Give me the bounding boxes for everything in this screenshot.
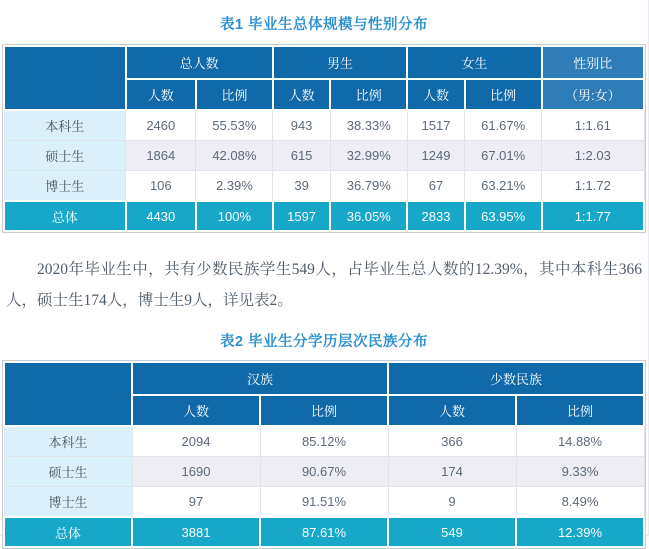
table-cell: 32.99% (330, 141, 407, 171)
table-cell: 42.08% (196, 141, 273, 171)
table1-subheader-ratio-total: 比例 (196, 79, 273, 110)
table-cell: 63.95% (465, 201, 542, 231)
table-cell: 8.49% (516, 487, 644, 518)
table-cell: 4430 (126, 201, 196, 231)
table-cell: 1:1.61 (542, 110, 644, 141)
table-row (4, 457, 644, 487)
table1-corner-cell (4, 46, 126, 110)
table1-row-label-undergrad: 本科生 (4, 110, 126, 141)
table1-total-row (4, 201, 644, 231)
table-cell: 55.53% (196, 110, 273, 141)
table2-row-label-master: 硕士生 (4, 457, 132, 487)
table2-group-minority: 少数民族 (388, 362, 644, 395)
table2-group-han: 汉族 (132, 362, 388, 395)
table-cell: 1517 (407, 110, 465, 141)
table2-corner-cell (4, 362, 132, 426)
table-cell: 1597 (273, 201, 331, 231)
table-cell: 39 (273, 171, 331, 202)
table-cell: 943 (273, 110, 331, 141)
table1-subheader-count-female: 人数 (407, 79, 465, 110)
table1-frame (2, 44, 646, 233)
table2-title: 表2 毕业生分学历层次民族分布 (219, 334, 429, 350)
table2-subheader-ratio-minority: 比例 (516, 395, 644, 426)
table-row (4, 171, 644, 202)
table-cell: 1:1.72 (542, 171, 644, 202)
table-cell: 366 (388, 426, 516, 457)
table-cell: 9 (388, 487, 516, 518)
table2-group-header-row (4, 362, 644, 395)
table-cell: 615 (273, 141, 331, 171)
table1-row-label-doctor: 博士生 (4, 171, 126, 202)
table-cell: 1690 (132, 457, 260, 487)
table2-total-label: 总体 (4, 517, 132, 547)
table2-total-row (4, 517, 644, 547)
table-cell: 1249 (407, 141, 465, 171)
table-cell: 1:1.77 (542, 201, 644, 231)
table-cell: 12.39% (516, 517, 644, 547)
table1-subheader-ratio-female: 比例 (465, 79, 542, 110)
table-cell: 87.61% (260, 517, 388, 547)
table-cell: 549 (388, 517, 516, 547)
table-cell: 14.88% (516, 426, 644, 457)
table-cell: 97 (132, 487, 260, 518)
table-cell: 1:2.03 (542, 141, 644, 171)
table2-row-label-undergrad: 本科生 (4, 426, 132, 457)
table-cell: 63.21% (465, 171, 542, 202)
table1-group-gender-ratio: 性别比 (542, 46, 644, 79)
table2-frame (2, 360, 646, 549)
table1-group-female: 女生 (407, 46, 541, 79)
table-cell: 9.33% (516, 457, 644, 487)
table-cell: 36.79% (330, 171, 407, 202)
table1-total-label: 总体 (4, 201, 126, 231)
table-cell: 3881 (132, 517, 260, 547)
table-cell: 2.39% (196, 171, 273, 202)
table1-group-header-row (4, 46, 644, 79)
table2-subheader-count-minority: 人数 (388, 395, 516, 426)
table-cell: 2094 (132, 426, 260, 457)
table1 (3, 45, 645, 232)
table-cell: 38.33% (330, 110, 407, 141)
body-paragraph: 2020年毕业生中，共有少数民族学生549人，占毕业生总人数的12.39%，其中本科生366人，硕士生174人，博士生9人，详见表2。 (6, 261, 642, 309)
table-cell: 67.01% (465, 141, 542, 171)
table1-group-total: 总人数 (126, 46, 273, 79)
table-row (4, 110, 644, 141)
table1-subheader-count-total: 人数 (126, 79, 196, 110)
table1-subheader-count-male: 人数 (273, 79, 331, 110)
table-row (4, 141, 644, 171)
table2-subheader-ratio-han: 比例 (260, 395, 388, 426)
table-cell: 36.05% (330, 201, 407, 231)
table-cell: 2460 (126, 110, 196, 141)
table-cell: 85.12% (260, 426, 388, 457)
table2-row-label-doctor: 博士生 (4, 487, 132, 518)
table1-subheader-ratio-male: 比例 (330, 79, 407, 110)
table-cell: 100% (196, 201, 273, 231)
table2 (3, 361, 645, 548)
table-cell: 61.67% (465, 110, 542, 141)
table2-subheader-count-han: 人数 (132, 395, 260, 426)
table1-row-label-master: 硕士生 (4, 141, 126, 171)
table1-subheader-male-female: （男:女） (542, 79, 644, 110)
table-cell: 2833 (407, 201, 465, 231)
table-cell: 67 (407, 171, 465, 202)
table-cell: 174 (388, 457, 516, 487)
table-cell: 106 (126, 171, 196, 202)
table-row (4, 426, 644, 457)
table-row (4, 487, 644, 518)
table1-group-male: 男生 (273, 46, 407, 79)
table-cell: 1864 (126, 141, 196, 171)
table1-title: 表1 毕业生总体规模与性别分布 (219, 17, 429, 33)
table-cell: 91.51% (260, 487, 388, 518)
table-cell: 90.67% (260, 457, 388, 487)
